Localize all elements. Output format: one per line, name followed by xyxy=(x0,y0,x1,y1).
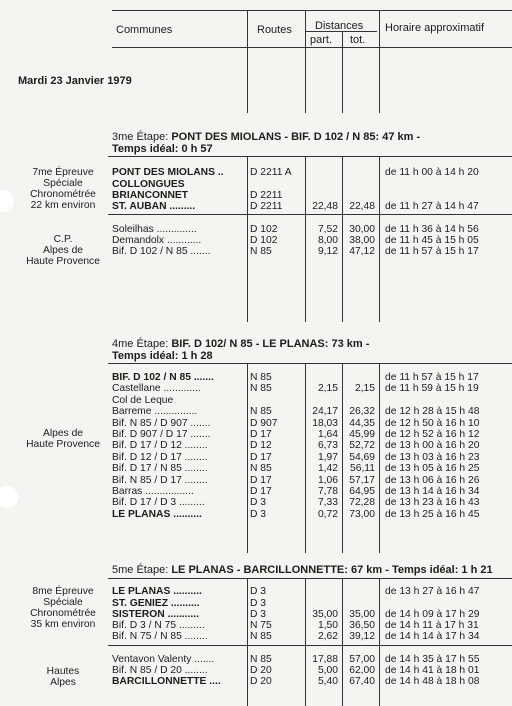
commune-cell: Bif. D 907 / D 17 ....... xyxy=(112,429,211,440)
route-cell: D 3 xyxy=(250,598,267,609)
stage4-ideal-time: Temps idéal: 1 h 28 xyxy=(112,350,213,362)
stage3-label-special: 7me Épreuve Spéciale Chronométrée 22 km environ xyxy=(30,167,96,211)
distance-total-cell: 26,32 xyxy=(349,406,375,418)
horaire-cell: de 13 h 06 à 16 h 26 xyxy=(385,474,480,486)
stage3-title xyxy=(112,131,420,143)
route-cell: N 85 xyxy=(250,463,272,475)
commune-cell: PONT DES MIOLANS .. xyxy=(112,167,224,178)
commune-cell: Bif. N 75 / N 85 ........ xyxy=(112,631,208,642)
header-tot: tot. xyxy=(350,34,366,46)
stage5-col-1 xyxy=(247,578,248,706)
distance-total-cell: 56,11 xyxy=(349,463,375,475)
commune-cell: Castellane ............. xyxy=(112,383,201,395)
col-line-3 xyxy=(342,31,343,113)
route-cell: N 85 xyxy=(250,654,272,665)
distance-total-cell: 39,12 xyxy=(349,631,375,642)
stage5-top-line xyxy=(108,578,512,579)
route-cell: N 85 xyxy=(250,383,272,395)
route-cell: D 17 xyxy=(250,429,272,440)
commune-cell: Demandolx ............ xyxy=(112,235,202,246)
horaire-cell: de 14 h 09 à 17 h 29 xyxy=(385,609,480,620)
commune-cell: ST. GENIEZ .......... xyxy=(112,598,200,609)
route-cell: N 85 xyxy=(250,246,272,257)
commune-cell: Bif. N 85 / D 17 ........ xyxy=(112,474,208,486)
distance-part-cell: 8,00 xyxy=(317,235,338,246)
stage4-top-line xyxy=(108,363,512,364)
stage3-title-prefix: 3me Étape: xyxy=(112,131,172,143)
route-cell: D 20 xyxy=(250,676,272,687)
commune-cell: Bif. D 12 / D 17 ........ xyxy=(112,451,208,463)
route-cell: D 3 xyxy=(250,609,267,620)
header-horaire: Horaire approximatif xyxy=(385,22,485,34)
horaire-cell: de 13 h 25 à 16 h 45 xyxy=(385,508,480,520)
distance-total-cell: 52,72 xyxy=(349,440,375,452)
distance-total-cell: 45,99 xyxy=(349,429,375,440)
commune-cell: Bif. D 17 / N 85 ........ xyxy=(112,463,208,475)
distance-total-cell: 62,00 xyxy=(349,665,375,676)
date-heading: Mardi 23 Janvier 1979 xyxy=(18,75,132,87)
distance-total-cell: 73,00 xyxy=(349,508,375,520)
distance-part-cell: 24,17 xyxy=(312,406,338,418)
horaire-cell: de 11 h 36 à 14 h 56 xyxy=(385,224,479,235)
stage3-special-underline xyxy=(108,214,512,215)
route-cell: D 17 xyxy=(250,474,272,486)
col-line-1 xyxy=(247,10,248,113)
route-cell: D 12 xyxy=(250,440,272,452)
horaire-cell: de 14 h 48 à 18 h 08 xyxy=(385,676,480,687)
distance-part-cell: 7,78 xyxy=(317,486,338,497)
distance-total-cell: 67,40 xyxy=(349,676,375,687)
horaire-cell: de 13 h 00 à 16 h 20 xyxy=(385,440,480,452)
stage5-label-region: Hautes Alpes xyxy=(46,666,80,688)
distance-part-cell: 1,06 xyxy=(317,474,338,486)
distance-total-cell: 47,12 xyxy=(349,246,375,257)
distance-total-cell: 64,95 xyxy=(349,486,375,497)
route-cell: D 20 xyxy=(250,665,272,676)
stage4-title xyxy=(112,338,369,350)
commune-cell: BRIANCONNET xyxy=(112,190,189,201)
distance-part-cell: 22,48 xyxy=(312,201,338,212)
commune-cell: Ventavon Valenty ....... xyxy=(112,654,215,665)
distance-total-cell: 22,48 xyxy=(349,201,375,212)
distance-part-cell: 0,72 xyxy=(317,508,338,520)
distance-part-cell: 1,97 xyxy=(317,451,338,463)
commune-cell: Bif. N 85 / D 20 ........ xyxy=(112,665,208,676)
distance-part-cell: 5,40 xyxy=(317,676,338,687)
stage3-title-bold: PONT DES MIOLANS - BIF. D 102 / N 85: 47 km - xyxy=(171,131,421,143)
stage3-top-line xyxy=(108,156,512,157)
stage3-ideal-time: Temps idéal: 0 h 57 xyxy=(112,143,213,155)
stage4-title-bold: BIF. D 102/ N 85 - LE PLANAS: 73 km - xyxy=(171,338,370,350)
commune-cell: COLLONGUES xyxy=(112,179,185,190)
horaire-cell: de 14 h 14 à 17 h 34 xyxy=(385,631,480,642)
commune-cell: SISTERON ........... xyxy=(112,609,199,620)
horaire-cell: de 12 h 50 à 16 h 10 xyxy=(385,417,480,429)
punch-hole-bottom xyxy=(0,486,18,508)
distance-part-cell: 7,33 xyxy=(317,497,338,509)
distance-part-cell: 7,52 xyxy=(317,224,338,235)
horaire-cell: de 11 h 59 à 15 h 19 xyxy=(385,383,479,395)
route-cell: D 3 xyxy=(250,508,267,520)
horaire-cell: de 14 h 41 à 18 h 01 xyxy=(385,665,480,676)
distance-part-cell: 35,00 xyxy=(312,609,338,620)
stage5-title xyxy=(112,564,493,576)
distance-part-cell: 6,73 xyxy=(317,440,338,452)
distance-total-cell: 72,28 xyxy=(349,497,375,509)
horaire-cell: de 14 h 35 à 17 h 55 xyxy=(385,654,480,665)
distance-part-cell: 17,88 xyxy=(312,654,338,665)
commune-cell: LE PLANAS .......... xyxy=(112,586,202,597)
commune-cell: BIF. D 102 / N 85 ....... xyxy=(112,372,214,383)
horaire-cell: de 12 h 28 à 15 h 48 xyxy=(385,406,480,418)
header-routes: Routes xyxy=(257,24,292,36)
route-cell: D 3 xyxy=(250,586,267,597)
stage5-label-special: 8me Épreuve Spéciale Chronométrée 35 km environ xyxy=(30,586,96,630)
commune-cell: Bif. D 17 / D 3 ......... xyxy=(112,497,205,509)
distance-total-cell: 54,69 xyxy=(349,451,375,463)
route-cell: D 102 xyxy=(250,224,278,235)
commune-cell: LE PLANAS .......... xyxy=(112,508,202,520)
route-cell: D 2211 xyxy=(250,201,283,212)
header-communes: Communes xyxy=(116,24,173,36)
distance-total-cell: 57,00 xyxy=(349,654,375,665)
route-cell: D 17 xyxy=(250,451,272,463)
route-cell: D 907 xyxy=(250,417,278,429)
route-cell: D 3 xyxy=(250,497,267,509)
stage3-col-1 xyxy=(247,156,248,322)
horaire-cell: de 11 h 00 à 14 h 20 xyxy=(385,167,479,178)
horaire-cell: de 13 h 23 à 16 h 43 xyxy=(385,497,480,509)
horaire-cell: de 13 h 05 à 16 h 25 xyxy=(385,463,480,475)
table-top-border xyxy=(112,10,512,11)
commune-cell: Barras ................. xyxy=(112,486,194,497)
stage3-col-4 xyxy=(379,156,380,322)
distance-part-cell: 1,64 xyxy=(317,429,338,440)
header-distances: Distances xyxy=(315,20,364,32)
stage4-col-1 xyxy=(247,363,248,553)
route-cell: N 85 xyxy=(250,631,272,642)
horaire-cell: de 11 h 27 à 14 h 47 xyxy=(385,201,479,212)
table-header-border xyxy=(112,47,512,48)
stage5-title-prefix: 5me Étape: xyxy=(112,564,172,576)
punch-hole-top xyxy=(0,190,14,212)
route-cell: N 85 xyxy=(250,406,272,418)
commune-cell: Bif. D 3 / N 75 ......... xyxy=(112,620,205,631)
horaire-cell: de 11 h 57 à 15 h 17 xyxy=(385,246,479,257)
commune-cell: Barreme ............... xyxy=(112,406,198,418)
stage5-title-bold: LE PLANAS - BARCILLONNETTE: 67 km - Temps idéal: 1 h 21 xyxy=(171,564,493,576)
distance-part-cell: 18,03 xyxy=(312,417,338,429)
route-cell: N 75 xyxy=(250,620,272,631)
commune-cell: BARCILLONNETTE .... xyxy=(112,676,221,687)
distance-part-cell: 2,62 xyxy=(317,631,338,642)
horaire-cell: de 14 h 11 à 17 h 31 xyxy=(385,620,479,631)
horaire-cell: de 13 h 27 à 16 h 47 xyxy=(385,586,480,597)
stage3-label-region: C.P. Alpes de Haute Provence xyxy=(26,234,100,267)
commune-cell: Col de Leque xyxy=(112,394,174,406)
route-cell: D 2211 xyxy=(250,190,283,201)
route-cell: D 17 xyxy=(250,486,272,497)
horaire-cell: de 13 h 14 à 16 h 34 xyxy=(385,486,480,497)
horaire-cell: de 11 h 57 à 15 h 17 xyxy=(385,372,479,383)
distance-total-cell: 38,00 xyxy=(349,235,375,246)
distance-part-cell: 1,42 xyxy=(317,463,338,475)
header-part: part. xyxy=(310,34,333,46)
distance-total-cell: 35,00 xyxy=(349,609,375,620)
distance-total-cell: 2,15 xyxy=(354,383,375,395)
distance-part-cell: 5,00 xyxy=(317,665,338,676)
distance-part-cell: 1,50 xyxy=(317,620,338,631)
route-cell: D 2211 A xyxy=(250,167,292,178)
commune-cell: Bif. D 17 / D 12 ........ xyxy=(112,440,208,452)
col-line-4 xyxy=(379,10,380,113)
horaire-cell: de 12 h 52 à 16 h 12 xyxy=(385,429,480,440)
distance-part-cell: 2,15 xyxy=(317,383,338,395)
stage4-title-prefix: 4me Étape: xyxy=(112,338,172,350)
distance-part-cell: 9,12 xyxy=(317,246,338,257)
commune-cell: Bif. N 85 / D 907 ....... xyxy=(112,417,211,429)
stage4-col-4 xyxy=(379,363,380,553)
distance-total-cell: 57,17 xyxy=(349,474,375,486)
horaire-cell: de 11 h 45 à 15 h 05 xyxy=(385,235,479,246)
distance-total-cell: 36,50 xyxy=(349,620,375,631)
commune-cell: Soleilhas .............. xyxy=(112,224,197,235)
horaire-cell: de 13 h 03 à 16 h 23 xyxy=(385,451,480,463)
commune-cell: Bif. D 102 / N 85 ....... xyxy=(112,246,211,257)
distance-total-cell: 30,00 xyxy=(349,224,375,235)
stage5-col-4 xyxy=(379,578,380,706)
distance-total-cell: 44,35 xyxy=(349,417,375,429)
route-cell: N 85 xyxy=(250,372,272,383)
route-cell: D 102 xyxy=(250,235,278,246)
col-line-2 xyxy=(305,10,306,113)
commune-cell: ST. AUBAN ......... xyxy=(112,201,196,212)
stage5-special-underline xyxy=(108,645,512,646)
stage4-label-region: Alpes de Haute Provence xyxy=(26,428,100,450)
